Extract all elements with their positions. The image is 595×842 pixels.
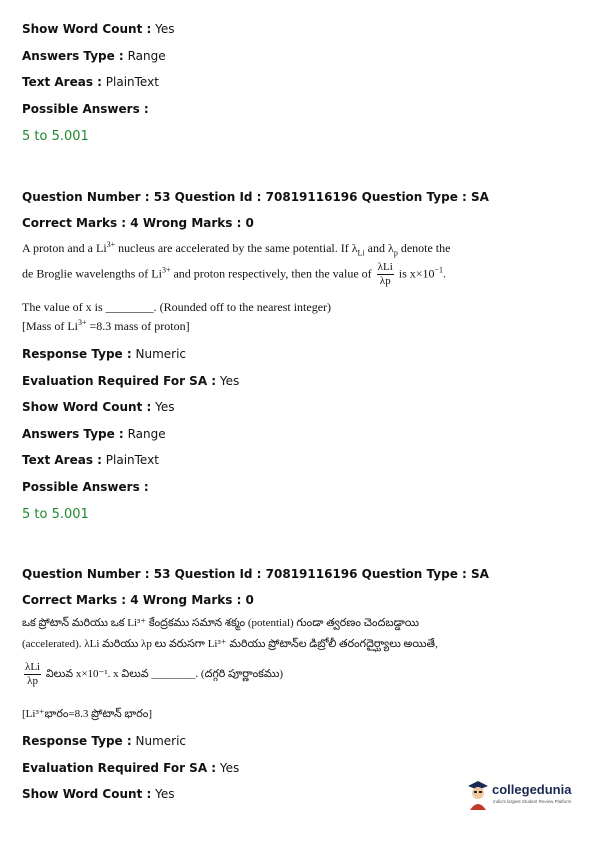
- answers-type-value: Range: [127, 427, 166, 441]
- question-header: Question Number : 53 Question Id : 70819116196 Question Type : SA: [22, 190, 489, 204]
- question-marks: Correct Marks : 4 Wrong Marks : 0: [22, 216, 254, 230]
- text-areas-row: [22, 75, 159, 89]
- show-word-count-label: Show Word Count :: [22, 22, 152, 36]
- q-sup: −1: [434, 265, 444, 275]
- possible-answers-label: Possible Answers :: [22, 102, 149, 116]
- fraction-numerator: λLi: [25, 661, 41, 673]
- q-text: A proton and a Li: [22, 241, 107, 255]
- q-sup: 3+: [161, 265, 171, 275]
- evaluation-row: [22, 374, 239, 388]
- text-areas-row: [22, 453, 159, 467]
- q-sup: 3+: [106, 240, 116, 249]
- answers-type-row: [22, 427, 166, 441]
- evaluation-row: [22, 761, 239, 775]
- evaluation-label: Evaluation Required For SA :: [22, 761, 217, 775]
- show-word-count-row: [22, 787, 174, 801]
- show-word-count-row: [22, 400, 174, 414]
- question-text-line4: [22, 318, 190, 334]
- show-word-count-value: Yes: [155, 787, 175, 801]
- lambda-ratio-fraction: [24, 662, 41, 687]
- telugu-question-line2: (accelerated). λLi మరియు λp లు వరుసగా Li³⁺ మరియు ప్రోటాన్‌ల డిబ్రోలీ తరంగదైర్ఘ్యాలు అయితే,: [22, 638, 438, 650]
- q-text: nucleus are accelerated by the same potential. If λ: [115, 241, 358, 255]
- evaluation-label: Evaluation Required For SA :: [22, 374, 217, 388]
- question-marks: Correct Marks : 4 Wrong Marks : 0: [22, 593, 254, 607]
- logo-name: collegedunia: [492, 782, 572, 797]
- response-type-value: Numeric: [135, 734, 187, 748]
- q-sup: 3+: [78, 318, 87, 327]
- fraction-denominator: λp: [27, 675, 38, 687]
- q-sub: Li: [357, 248, 365, 258]
- telugu-question-line4: [Li³⁺భారం=8.3 ప్రోటాన్ భారం]: [22, 708, 152, 720]
- response-type-row: [22, 347, 186, 361]
- show-word-count-row: [22, 22, 174, 36]
- possible-answers-row: [22, 102, 149, 116]
- answers-type-label: Answers Type :: [22, 49, 124, 63]
- possible-answer-value: 5 to 5.001: [22, 507, 89, 522]
- telugu-question-line3: [22, 662, 283, 687]
- q-text: =8.3 mass of proton]: [86, 319, 190, 333]
- answers-type-row: [22, 49, 166, 63]
- show-word-count-value: Yes: [155, 400, 175, 414]
- response-type-row: [22, 734, 186, 748]
- fraction-denominator: λp: [379, 275, 391, 287]
- show-word-count-label: Show Word Count :: [22, 400, 152, 414]
- q-text: and proton respectively, then the value of: [170, 266, 375, 281]
- text-areas-label: Text Areas :: [22, 75, 102, 89]
- q-text: de Broglie wavelengths of Li: [22, 266, 162, 281]
- possible-answer-value: 5 to 5.001: [22, 129, 89, 144]
- response-type-value: Numeric: [135, 347, 187, 361]
- evaluation-value: Yes: [219, 761, 240, 775]
- q-text: విలువ x×10⁻¹. x విలువ ________. (దగ్గరి పూర్ణాంకము): [43, 668, 284, 681]
- answers-type-label: Answers Type :: [22, 427, 124, 441]
- show-word-count-value: Yes: [155, 22, 175, 36]
- question-header: Question Number : 53 Question Id : 70819116196 Question Type : SA: [22, 567, 489, 581]
- fraction-numerator: λLi: [377, 261, 393, 273]
- telugu-question-line1: ఒక ప్రోటాన్ మరియు ఒక Li³⁺ కేంద్రకము సమాన శక్మం (potential) గుండా త్వరణం చెందబడ్డాయి: [22, 617, 419, 629]
- q-text: and λ: [364, 241, 394, 255]
- text-areas-value: PlainText: [105, 75, 159, 89]
- logo-tagline: India's largest Student Review Platform: [493, 799, 572, 804]
- q-text: .: [443, 266, 447, 281]
- possible-answers-row: [22, 480, 149, 494]
- q-sub: p: [393, 248, 398, 258]
- text-areas-value: PlainText: [105, 453, 159, 467]
- question-text-line1: [22, 240, 450, 257]
- student-mascot-icon: [466, 778, 490, 810]
- lambda-ratio-fraction: [377, 262, 394, 287]
- response-type-label: Response Type :: [22, 347, 132, 361]
- question-text-line2: [22, 262, 446, 287]
- collegedunia-logo: [466, 778, 576, 814]
- text-areas-label: Text Areas :: [22, 453, 102, 467]
- answers-type-value: Range: [127, 49, 166, 63]
- question-text-line3: The value of x is ________. (Rounded off to the nearest integer): [22, 300, 332, 314]
- q-text: denote the: [397, 241, 451, 255]
- possible-answers-label: Possible Answers :: [22, 480, 149, 494]
- q-text: [Mass of Li: [22, 319, 78, 333]
- show-word-count-label: Show Word Count :: [22, 787, 152, 801]
- evaluation-value: Yes: [219, 374, 240, 388]
- q-text: is x×10: [395, 266, 435, 281]
- response-type-label: Response Type :: [22, 734, 132, 748]
